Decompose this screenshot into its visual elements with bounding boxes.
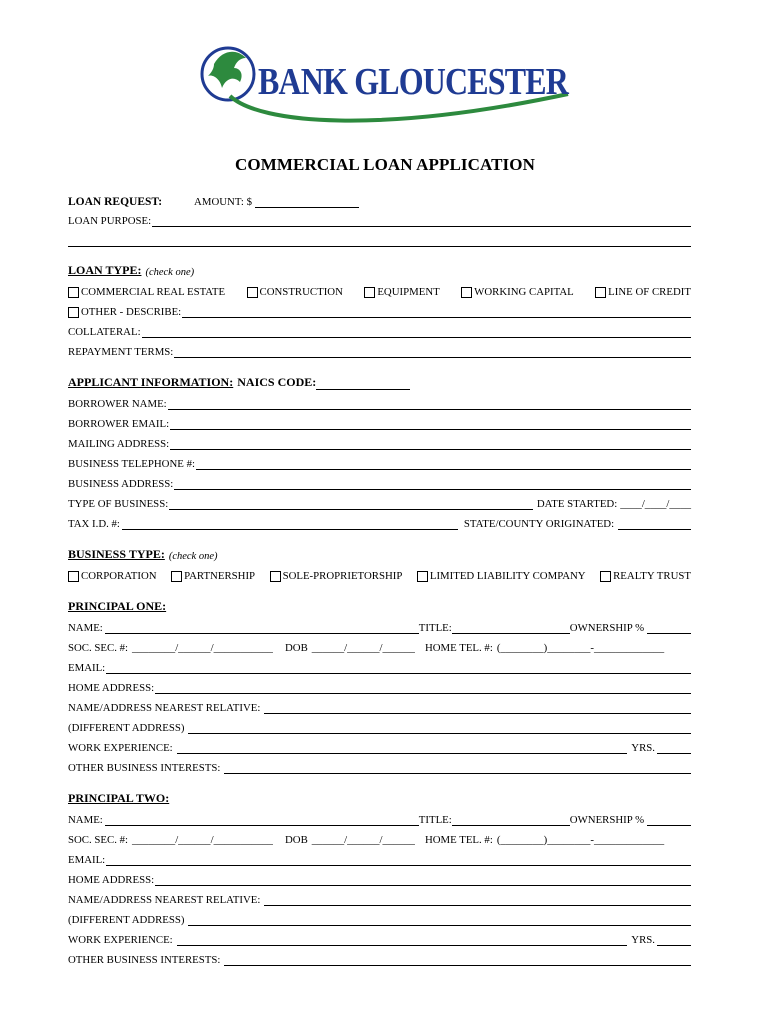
borrower-name-field[interactable] [168,397,691,410]
business-telephone-label: BUSINESS TELEPHONE #: [68,458,195,470]
option-equipment[interactable] [364,286,439,298]
date-started-field[interactable]: ____/____/____ [620,498,691,510]
principal-work-experience-row [68,738,691,754]
borrower-email-row [68,414,691,430]
option-label: LINE OF CREDIT [608,286,691,298]
home-address-field[interactable] [155,873,691,886]
business-address-label: BUSINESS ADDRESS: [68,478,174,490]
option-label: OTHER - DESCRIBE: [81,306,182,318]
applicant-heading-row [68,374,691,390]
principal-home-address-row [68,870,691,886]
option-working-capital[interactable] [461,286,574,298]
mailing-address-label: MAILING ADDRESS: [68,438,170,450]
name-field[interactable] [105,813,419,826]
bank-gloucester-logo [200,44,572,132]
title-label: TITLE: [418,814,452,826]
other-interests-label: OTHER BUSINESS INTERESTS: [68,954,221,966]
relative-field[interactable] [264,701,691,714]
relative-field[interactable] [264,893,691,906]
principal-heading-row [68,790,691,806]
email-field[interactable] [106,661,691,674]
principal-relative-row [68,698,691,714]
loan-type-options [68,282,691,298]
loan-purpose-label: LOAN PURPOSE: [68,215,152,227]
collateral-label: COLLATERAL: [68,326,141,338]
mailing-address-row [68,434,691,450]
principal-heading-row [68,598,691,614]
business-type-options [68,566,691,582]
option-label: WORKING CAPITAL [474,286,574,298]
option-corporation[interactable] [68,570,157,582]
principal-different-address-row [68,718,691,734]
checkbox[interactable] [171,571,182,582]
state-originated-field[interactable] [618,517,691,530]
dob-label: DOB [284,642,308,654]
relative-label: NAME/ADDRESS NEAREST RELATIVE: [68,702,261,714]
work-experience-label: WORK EXPERIENCE: [68,934,173,946]
business-type-heading-row [68,546,691,562]
borrower-email-label: BORROWER EMAIL: [68,418,170,430]
business-telephone-row [68,454,691,470]
relative-label: NAME/ADDRESS NEAREST RELATIVE: [68,894,261,906]
checkbox[interactable] [600,571,611,582]
option-label: CONSTRUCTION [259,286,343,298]
principal-email-row [68,850,691,866]
checkbox[interactable] [247,287,258,298]
checkbox[interactable] [595,287,606,298]
yrs-field[interactable] [657,933,691,946]
loan-purpose-row-2 [68,231,691,247]
different-address-field[interactable] [188,721,691,734]
business-type-heading: BUSINESS TYPE: [68,547,165,561]
loan-request-row [68,192,691,208]
option-label: COMMERCIAL REAL ESTATE [81,286,226,298]
other-interests-field[interactable] [224,953,691,966]
option-label: LIMITED LIABILITY COMPANY [429,570,586,582]
option-label: PARTNERSHIP [184,570,256,582]
principal-email-row [68,658,691,674]
loan-type-note: (check one) [145,267,195,278]
title-field[interactable] [452,813,570,826]
ownership-field[interactable] [647,621,691,634]
home-address-field[interactable] [155,681,691,694]
collateral-field[interactable] [142,325,691,338]
work-experience-field[interactable] [177,741,628,754]
different-address-field[interactable] [188,913,691,926]
checkbox[interactable] [68,287,79,298]
option-realty-trust[interactable] [600,570,691,582]
borrower-email-field[interactable] [170,417,691,430]
page-title: COMMERCIAL LOAN APPLICATION [235,155,535,174]
yrs-label: YRS. [631,934,655,946]
amount-label: AMOUNT: $ [194,196,252,208]
loan-type-heading-row [68,262,691,278]
checkbox[interactable] [461,287,472,298]
business-type-note: (check one) [168,551,218,562]
title-label: TITLE: [418,622,452,634]
repayment-label: REPAYMENT TERMS: [68,346,174,358]
different-address-label: (DIFFERENT ADDRESS) [68,914,185,926]
ssn-label: SOC. SEC. #: [68,642,128,654]
option-commercial-real-estate[interactable] [68,286,225,298]
option-other[interactable] [68,306,181,318]
tax-id-label: TAX I.D. #: [68,518,120,530]
naics-label: NAICS CODE: [237,375,317,389]
business-address-row [68,474,691,490]
principal-ssn-row [68,638,691,654]
option-label: EQUIPMENT [377,286,440,298]
name-label: NAME: [68,814,103,826]
ssn-field[interactable]: ________/______/___________ [132,834,273,846]
borrower-name-label: BORROWER NAME: [68,398,167,410]
loan-purpose-row [68,211,691,227]
loan-request-label: LOAN REQUEST: [68,196,163,208]
checkbox[interactable] [417,571,428,582]
loan-purpose-field-2[interactable] [68,234,691,247]
tax-id-row [68,514,691,530]
work-experience-label: WORK EXPERIENCE: [68,742,173,754]
business-telephone-field[interactable] [196,457,691,470]
type-of-business-row [68,494,691,510]
option-label: CORPORATION [81,570,157,582]
option-label: REALTY TRUST [613,570,691,582]
applicant-heading: APPLICANT INFORMATION: [68,375,234,389]
email-field[interactable] [106,853,691,866]
principal-other-interests-row [68,950,691,966]
type-of-business-field[interactable] [169,497,533,510]
home-tel-field[interactable]: (________)________-_____________ [496,834,665,846]
checkbox[interactable] [68,571,79,582]
date-started-label: DATE STARTED: [536,498,618,510]
name-label: NAME: [68,622,103,634]
mailing-address-field[interactable] [170,437,691,450]
dob-label: DOB [284,834,308,846]
ssn-field[interactable]: ________/______/___________ [132,642,273,654]
other-describe-row [68,302,691,318]
principal-heading: PRINCIPAL TWO: [68,791,170,805]
home-address-label: HOME ADDRESS: [68,874,155,886]
amount-field[interactable] [255,195,359,208]
email-label: EMAIL: [68,854,106,866]
other-interests-field[interactable] [224,761,691,774]
work-experience-field[interactable] [177,933,628,946]
checkbox[interactable] [68,307,79,318]
type-of-business-label: TYPE OF BUSINESS: [68,498,169,510]
option-line-of-credit[interactable] [595,286,691,298]
dob-field[interactable]: ______/______/______ [311,642,415,654]
other-describe-field[interactable] [182,305,691,318]
principal-heading: PRINCIPAL ONE: [68,599,167,613]
title-field[interactable] [452,621,570,634]
ownership-label: OWNERSHIP % [569,622,645,634]
home-tel-field[interactable]: (________)________-_____________ [496,642,665,654]
borrower-name-row [68,394,691,410]
business-address-field[interactable] [174,477,691,490]
ownership-field[interactable] [647,813,691,826]
state-originated-label: STATE/COUNTY ORIGINATED: [463,518,615,530]
ssn-label: SOC. SEC. #: [68,834,128,846]
checkbox[interactable] [364,287,375,298]
principal-ssn-row [68,830,691,846]
loan-purpose-field[interactable] [152,214,691,227]
name-field[interactable] [105,621,419,634]
option-partnership[interactable] [171,570,255,582]
collateral-row [68,322,691,338]
principal-different-address-row [68,910,691,926]
loan-type-heading: LOAN TYPE: [68,263,142,277]
ownership-label: OWNERSHIP % [569,814,645,826]
option-label: SOLE-PROPRIETORSHIP [282,570,403,582]
principal-relative-row [68,890,691,906]
logo-text: BANK GLOUCESTER [258,61,570,103]
option-sole-proprietorship[interactable] [270,570,403,582]
tax-id-field[interactable] [122,517,458,530]
principal-home-address-row [68,678,691,694]
option-construction[interactable] [247,286,343,298]
repayment-row [68,342,691,358]
other-interests-label: OTHER BUSINESS INTERESTS: [68,762,221,774]
home-tel-label: HOME TEL. #: [424,834,493,846]
repayment-field[interactable] [174,345,691,358]
email-label: EMAIL: [68,662,106,674]
dob-field[interactable]: ______/______/______ [311,834,415,846]
checkbox[interactable] [270,571,281,582]
principal-work-experience-row [68,930,691,946]
home-tel-label: HOME TEL. #: [424,642,493,654]
different-address-label: (DIFFERENT ADDRESS) [68,722,185,734]
yrs-label: YRS. [631,742,655,754]
principal-name-row [68,810,691,826]
home-address-label: HOME ADDRESS: [68,682,155,694]
option-llc[interactable] [417,570,586,582]
yrs-field[interactable] [657,741,691,754]
naics-field[interactable] [316,377,410,390]
principal-other-interests-row [68,758,691,774]
principal-name-row [68,618,691,634]
